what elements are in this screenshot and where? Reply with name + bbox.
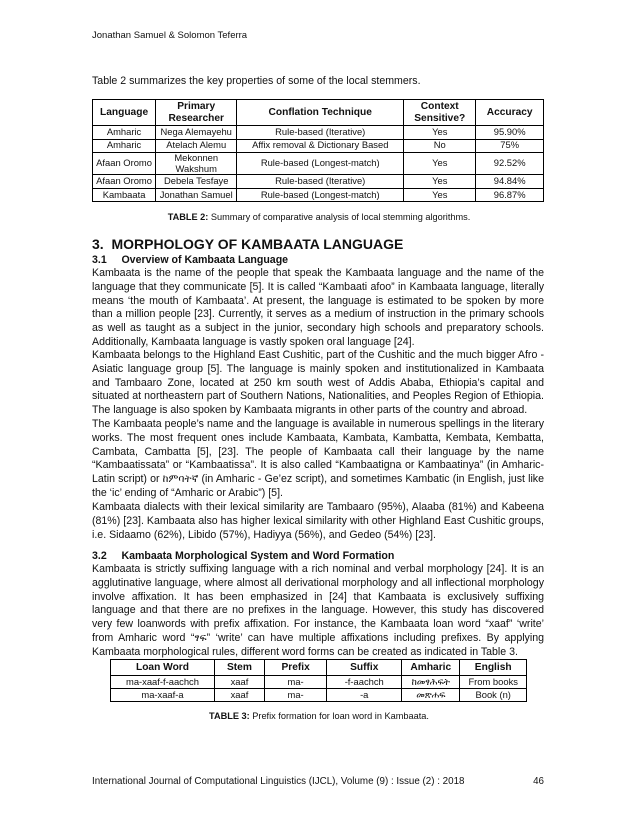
- col-header: Suffix: [327, 660, 402, 676]
- caption-label: TABLE 3:: [209, 711, 250, 721]
- table-cell: No: [404, 139, 476, 153]
- subsection-heading-3-2: 3.2 Kambaata Morphological System and Word Formation: [92, 550, 395, 562]
- table-row: [93, 126, 544, 140]
- table-cell: Kambaata: [93, 188, 156, 202]
- table-cell: Yes: [404, 153, 476, 175]
- section-heading: 3. MORPHOLOGY OF KAMBAATA LANGUAGE: [92, 236, 404, 252]
- table-cell: Afaan Oromo: [93, 153, 156, 175]
- table-cell: xaaf: [215, 689, 265, 702]
- table-cell: -a: [327, 689, 402, 702]
- caption-label: TABLE 2:: [167, 212, 209, 222]
- col-header: Context Sensitive?: [404, 100, 476, 126]
- paragraph: The Kambaata people’s name and the language is available in numerous spellings in the literary works. The most frequent ones include Kambaata, Kambata, Kambatta, Kembata, Kembatta, Cambata, Cambatta [5], [23]. The people of Kambaata call their language by the name “Kambaatissata” or “Kambaatissa”. It is also called “Kambaatigna or Kambaatinya” (in Amharic-Latin script) or ከምባትኛ (in Amharic - Ge’ez script), and sometimes Kambatic (in English, just like the ‘ic’ ending of “Amharic or Arabic”) [5].: [92, 418, 544, 499]
- table-row: [93, 139, 544, 153]
- table-cell: Afaan Oromo: [93, 175, 156, 189]
- table-cell: Yes: [404, 188, 476, 202]
- table-cell: Rule-based (Longest-match): [237, 153, 404, 175]
- table-header-row: [93, 100, 544, 126]
- table-cell: Affix removal & Dictionary Based: [237, 139, 404, 153]
- table-row: [93, 175, 544, 189]
- page-number: 46: [533, 776, 544, 787]
- col-header: English: [460, 660, 527, 676]
- table-cell: From books: [460, 676, 527, 689]
- col-header: Conflation Technique: [237, 100, 404, 126]
- table-cell: መጽሐፍ: [402, 689, 460, 702]
- table-cell: Rule-based (Longest-match): [237, 188, 404, 202]
- page-footer: [92, 776, 544, 787]
- table-cell: 75%: [476, 139, 544, 153]
- caption-text: Summary of comparative analysis of local stemming algorithms.: [208, 212, 471, 222]
- table-cell: Nega Alemayehu: [156, 126, 237, 140]
- table-row: [93, 153, 544, 175]
- table-cell: Yes: [404, 126, 476, 140]
- table-cell: Rule-based (Iterative): [237, 175, 404, 189]
- table3-caption: [0, 711, 638, 721]
- table-cell: -f-aachch: [327, 676, 402, 689]
- col-header: Stem: [215, 660, 265, 676]
- journal-citation: International Journal of Computational Linguistics (IJCL), Volume (9) : Issue (2) : 2018: [92, 776, 465, 787]
- table-cell: ma-xaaf-f-aachch: [111, 676, 215, 689]
- table-cell: Amharic: [93, 126, 156, 140]
- paragraph: Kambaata is the name of the people that speak the Kambaata language and the name of the language that they communicate [5]. It is called “Kambaati afoo” in Kambaata language, literally means ‘the mouth of Kambaata’. At present, the language is estimated to be spoken by more than a million people [23]. Currently, it serves as a medium of instruction in the primary schools as well as taught as a subject in the junior, secondary high schools and preparatory schools. Additionally, Kambaata language is vastly spoken oral language [24].: [92, 267, 544, 348]
- table-cell: Atelach Alemu: [156, 139, 237, 153]
- table-header-row: [111, 660, 527, 676]
- table-cell: ma-: [264, 676, 326, 689]
- caption-text: Prefix formation for loan word in Kambaata.: [249, 711, 429, 721]
- table-cell: 95.90%: [476, 126, 544, 140]
- running-header: Jonathan Samuel & Solomon Teferra: [92, 30, 248, 41]
- table-cell: ከመፃሕፍት: [402, 676, 460, 689]
- table-row: [111, 676, 527, 689]
- table2-intro: Table 2 summarizes the key properties of some of the local stemmers.: [92, 75, 421, 87]
- table-cell: 92.52%: [476, 153, 544, 175]
- table-cell: xaaf: [215, 676, 265, 689]
- subsection-heading-3-1: 3.1 Overview of Kambaata Language: [92, 254, 289, 266]
- paragraph: Kambaata is strictly suffixing language with a rich nominal and verbal morphology [24]. It is an agglutinative language, where almost all derivational morphology and all inflectional morphology involve affixation. It has been emphasized in [24] that Kambaata is exclusively suffixing language and that there are no prefixes in the language. However, this study has discovered very few loanwords with prefix affixation. For instance, the Kambaata loan word “xaaf” ‘write’ from Amharic word “ፃፍ” ‘write’ can have multiple affixations including prefixes. By applying Kambaata morphological rules, different word forms can be created as indicated in Table 3.: [92, 563, 544, 658]
- col-header: Language: [93, 100, 156, 126]
- table-row: [93, 188, 544, 202]
- table-2: [92, 99, 544, 202]
- table-row: [111, 689, 527, 702]
- table-cell: Rule-based (Iterative): [237, 126, 404, 140]
- table-cell: Yes: [404, 175, 476, 189]
- col-header: Accuracy: [476, 100, 544, 126]
- table-cell: 94.84%: [476, 175, 544, 189]
- table2-caption: [0, 212, 638, 222]
- table-3: [110, 659, 527, 702]
- paragraph: Kambaata belongs to the Highland East Cushitic, part of the Cushitic and the much bigger Afro - Asiatic language group [5]. The language is mainly spoken and institutionalized in Kambaata and Tambaaro Zone, located at 250 km south west of Addis Ababa, Ethiopia’s capital and situated at northeastern part of Southern Nations, Nationalities, and Peoples Region of Ethiopia. The language is also spoken by Kambaata migrants in other parts of the country and abroad.: [92, 349, 544, 417]
- paragraph: Kambaata dialects with their lexical similarity are Tambaaro (95%), Alaaba (81%) and Kabeena (81%) [23]. Kambaata also has higher lexical similarity with other Highland East Cushitic groups, i.e. Sidaamo (62%), Libido (57%), Hadiyya (56%), and Gedeo (54%) [23].: [92, 501, 544, 541]
- table-cell: Book (n): [460, 689, 527, 702]
- col-header: Prefix: [264, 660, 326, 676]
- table-cell: Amharic: [93, 139, 156, 153]
- table-cell: Debela Tesfaye: [156, 175, 237, 189]
- table-cell: 96.87%: [476, 188, 544, 202]
- table-cell: ma-xaaf-a: [111, 689, 215, 702]
- col-header: Amharic: [402, 660, 460, 676]
- table-cell: Mekonnen Wakshum: [156, 153, 237, 175]
- col-header: Primary Researcher: [156, 100, 237, 126]
- table-cell: Jonathan Samuel: [156, 188, 237, 202]
- table-cell: ma-: [264, 689, 326, 702]
- col-header: Loan Word: [111, 660, 215, 676]
